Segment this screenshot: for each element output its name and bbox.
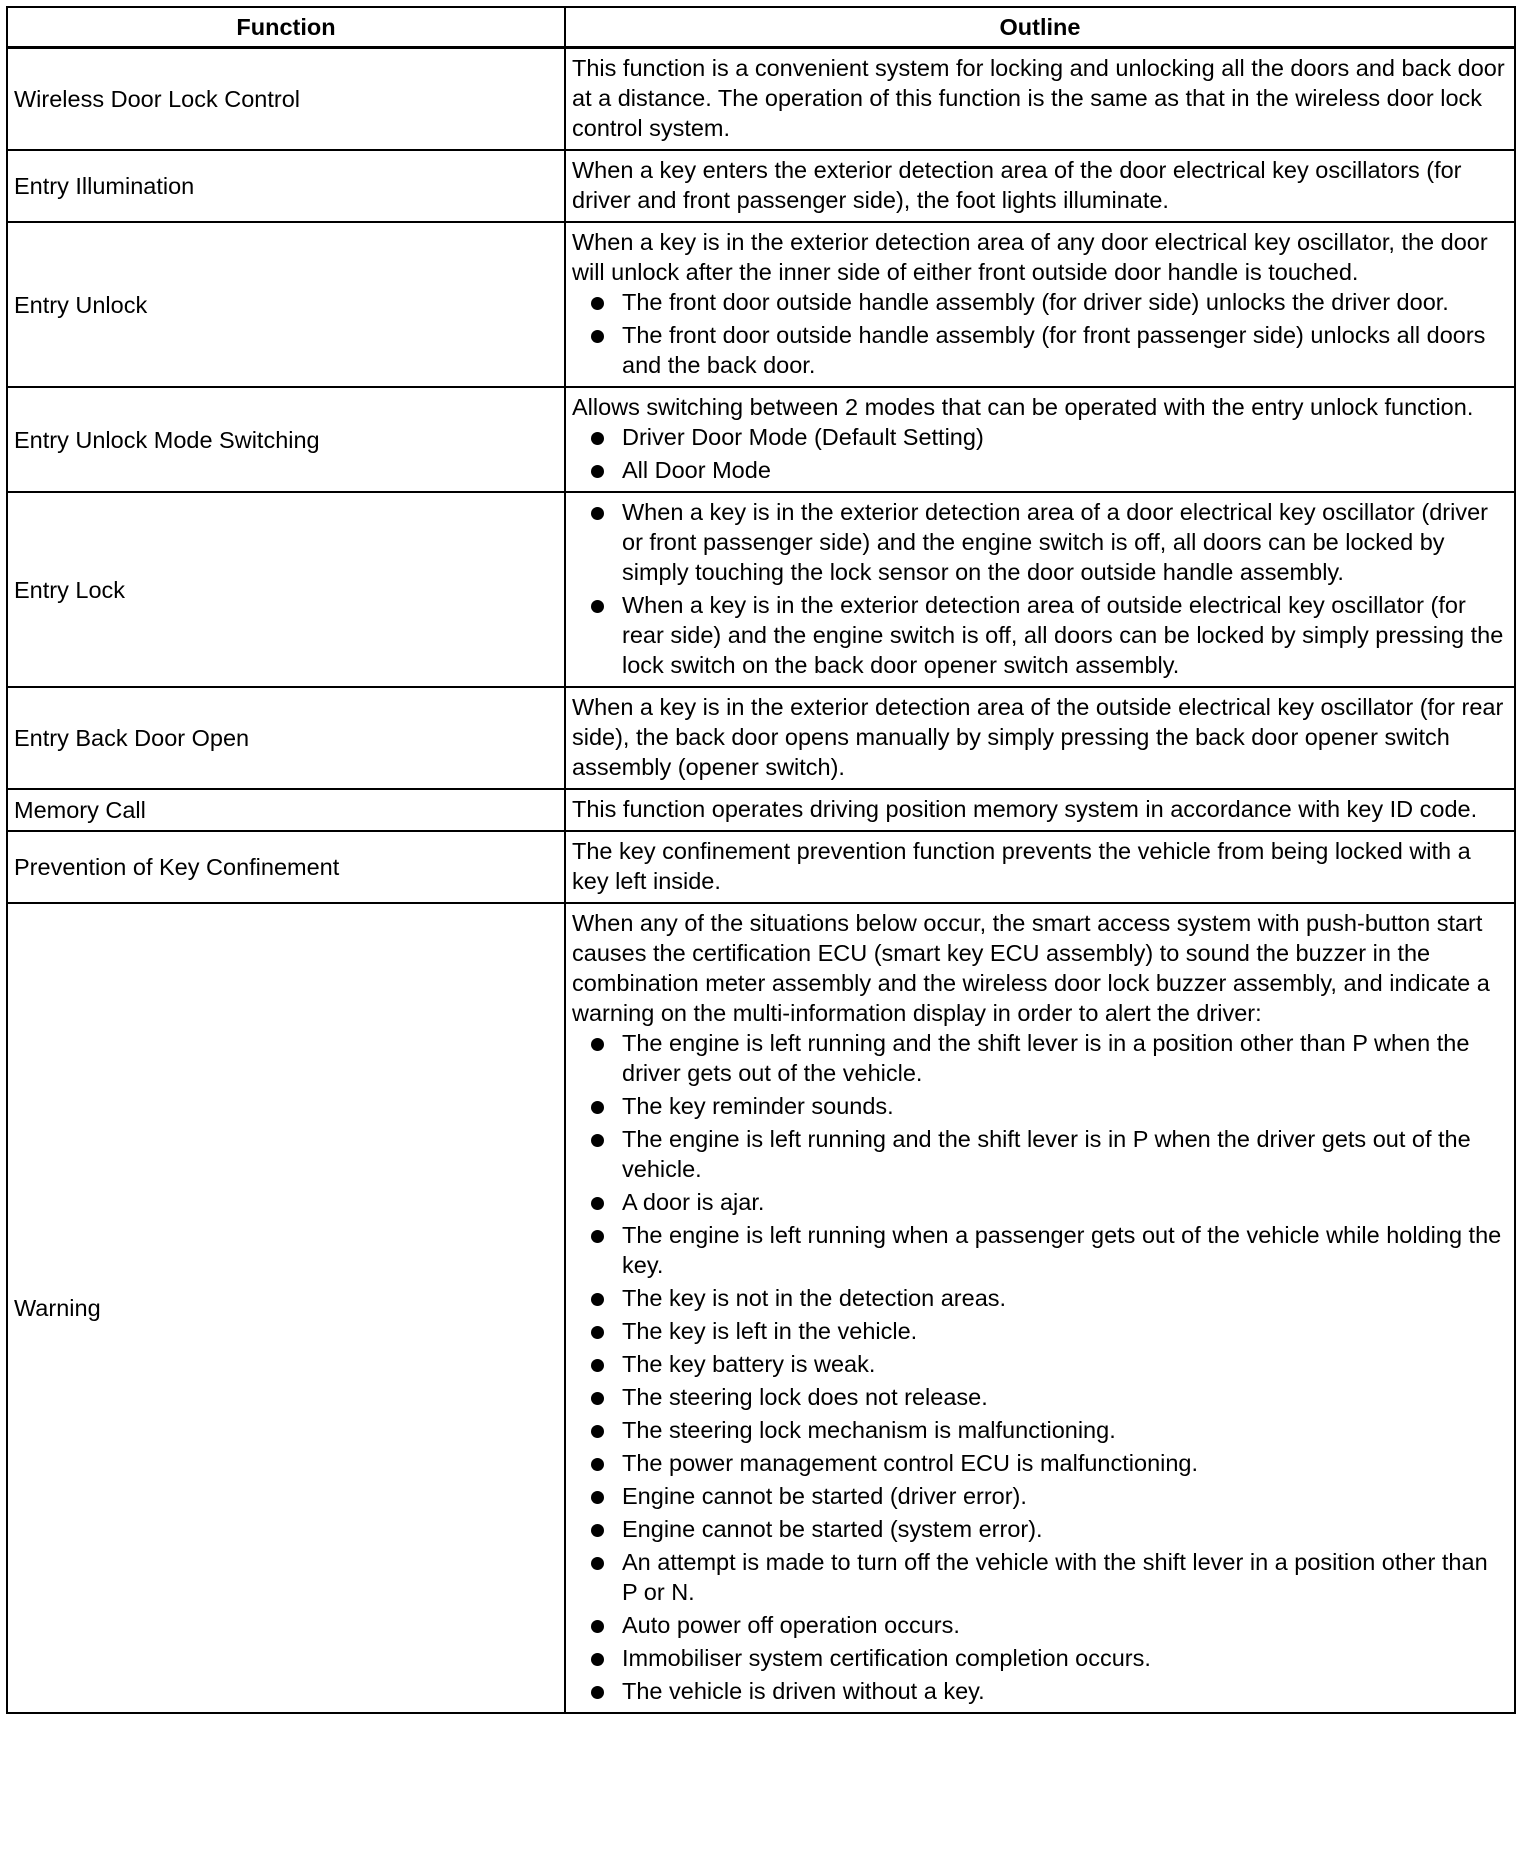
- bullet-dot-icon: [591, 465, 604, 478]
- function-name-cell: Entry Unlock: [7, 222, 565, 387]
- bullet-dot-icon: [591, 1101, 604, 1114]
- outline-text: This function operates driving position memory system in accordance with key ID code.: [572, 796, 1478, 822]
- function-outline-table: [6, 6, 1516, 1714]
- list-item-text: The vehicle is driven without a key.: [622, 1678, 985, 1704]
- list-item: [572, 1028, 1508, 1088]
- list-item-text: The engine is left running when a passenger gets out of the vehicle while holding the key.: [622, 1222, 1502, 1278]
- bullet-list: [572, 1028, 1508, 1706]
- bullet-dot-icon: [591, 1425, 604, 1438]
- table-row: [7, 387, 1515, 492]
- bullet-dot-icon: [591, 1134, 604, 1147]
- function-name-cell: Wireless Door Lock Control: [7, 48, 565, 151]
- list-item-text: The key is not in the detection areas.: [622, 1285, 1007, 1311]
- list-item: [572, 1091, 1508, 1121]
- list-item-text: The engine is left running and the shift lever is in a position other than P when the driver gets out of the vehicle.: [622, 1030, 1470, 1086]
- bullet-dot-icon: [591, 330, 604, 343]
- list-item-text: Engine cannot be started (system error).: [622, 1516, 1043, 1542]
- table-row: [7, 150, 1515, 222]
- bullet-dot-icon: [591, 1326, 604, 1339]
- list-item: [572, 1514, 1508, 1544]
- list-item-text: The front door outside handle assembly (for front passenger side) unlocks all doors and the back door.: [622, 322, 1486, 378]
- bullet-list: [572, 422, 1508, 485]
- bullet-dot-icon: [591, 1197, 604, 1210]
- list-item: [572, 497, 1508, 587]
- list-item-text: Driver Door Mode (Default Setting): [622, 424, 984, 450]
- outline-cell: [565, 687, 1515, 789]
- list-item-text: The key reminder sounds.: [622, 1093, 894, 1119]
- outline-cell: [565, 789, 1515, 831]
- list-item: [572, 287, 1508, 317]
- list-item: [572, 1382, 1508, 1412]
- list-item-text: Immobiliser system certification completion occurs.: [622, 1645, 1151, 1671]
- bullet-dot-icon: [591, 1230, 604, 1243]
- outline-cell: [565, 222, 1515, 387]
- bullet-dot-icon: [591, 1620, 604, 1633]
- list-item: [572, 1676, 1508, 1706]
- list-item-text: The steering lock does not release.: [622, 1384, 988, 1410]
- list-item-text: The front door outside handle assembly (for driver side) unlocks the driver door.: [622, 289, 1449, 315]
- function-name-cell: Entry Lock: [7, 492, 565, 687]
- list-item: [572, 1316, 1508, 1346]
- outline-text: When a key is in the exterior detection area of the outside electrical key oscillator (for rear side), the back door opens manually by simply pressing the back door opener switch assembly (opener switch).: [572, 694, 1504, 780]
- list-item-text: Auto power off operation occurs.: [622, 1612, 960, 1638]
- list-item: [572, 1124, 1508, 1184]
- list-item-text: When a key is in the exterior detection area of outside electrical key oscillator (for rear side) and the engine switch is off, all doors can be locked by simply pressing the lock switch on the back door opener switch assembly.: [622, 592, 1504, 678]
- outline-cell: [565, 150, 1515, 222]
- function-name-cell: Entry Unlock Mode Switching: [7, 387, 565, 492]
- list-item: [572, 422, 1508, 452]
- function-name-cell: Entry Back Door Open: [7, 687, 565, 789]
- bullet-dot-icon: [591, 600, 604, 613]
- function-name-cell: Memory Call: [7, 789, 565, 831]
- bullet-dot-icon: [591, 1392, 604, 1405]
- outline-column-header: Outline: [565, 7, 1515, 48]
- list-item: [572, 590, 1508, 680]
- bullet-list: [572, 287, 1508, 380]
- table-row: [7, 789, 1515, 831]
- outline-text: This function is a convenient system for locking and unlocking all the doors and back door at a distance. The operation of this function is the same as that in the wireless door lock control system.: [572, 55, 1505, 141]
- list-item-text: The key battery is weak.: [622, 1351, 876, 1377]
- outline-cell: [565, 492, 1515, 687]
- list-item-text: The engine is left running and the shift lever is in P when the driver gets out of the vehicle.: [622, 1126, 1471, 1182]
- list-item-text: All Door Mode: [622, 457, 771, 483]
- table-row: [7, 687, 1515, 789]
- table-row: [7, 903, 1515, 1713]
- list-item: [572, 1220, 1508, 1280]
- list-item: [572, 1283, 1508, 1313]
- bullet-dot-icon: [591, 1458, 604, 1471]
- list-item-text: An attempt is made to turn off the vehicle with the shift lever in a position other than P or N.: [622, 1549, 1488, 1605]
- outline-cell: [565, 48, 1515, 151]
- bullet-dot-icon: [591, 297, 604, 310]
- list-item-text: The steering lock mechanism is malfunctioning.: [622, 1417, 1116, 1443]
- bullet-dot-icon: [591, 1524, 604, 1537]
- table-row: [7, 48, 1515, 151]
- outline-cell: [565, 831, 1515, 903]
- bullet-dot-icon: [591, 1359, 604, 1372]
- list-item: [572, 1643, 1508, 1673]
- outline-text: When a key is in the exterior detection area of any door electrical key oscillator, the door will unlock after the inner side of either front outside door handle is touched.: [572, 229, 1488, 285]
- bullet-list: [572, 497, 1508, 680]
- list-item-text: A door is ajar.: [622, 1189, 765, 1215]
- table-body: [7, 48, 1515, 1714]
- list-item: [572, 1481, 1508, 1511]
- list-item: [572, 1610, 1508, 1640]
- list-item: [572, 1415, 1508, 1445]
- bullet-dot-icon: [591, 1491, 604, 1504]
- list-item-text: The key is left in the vehicle.: [622, 1318, 918, 1344]
- outline-cell: [565, 903, 1515, 1713]
- outline-text: When a key enters the exterior detection area of the door electrical key oscillators (for driver and front passenger side), the foot lights illuminate.: [572, 157, 1462, 213]
- bullet-dot-icon: [591, 1653, 604, 1666]
- list-item: [572, 455, 1508, 485]
- table-row: [7, 492, 1515, 687]
- list-item-text: When a key is in the exterior detection area of a door electrical key oscillator (driver or front passenger side) and the engine switch is off, all doors can be locked by simply touching the lock sensor on the door outside handle assembly.: [622, 499, 1488, 585]
- table-row: [7, 831, 1515, 903]
- bullet-dot-icon: [591, 1557, 604, 1570]
- list-item: [572, 1448, 1508, 1478]
- list-item-text: The power management control ECU is malfunctioning.: [622, 1450, 1199, 1476]
- table-row: [7, 222, 1515, 387]
- bullet-dot-icon: [591, 432, 604, 445]
- header-row: [7, 7, 1515, 48]
- bullet-dot-icon: [591, 1686, 604, 1699]
- bullet-dot-icon: [591, 1293, 604, 1306]
- bullet-dot-icon: [591, 1038, 604, 1051]
- bullet-dot-icon: [591, 507, 604, 520]
- list-item: [572, 1547, 1508, 1607]
- function-name-cell: Prevention of Key Confinement: [7, 831, 565, 903]
- function-name-cell: Entry Illumination: [7, 150, 565, 222]
- list-item: [572, 1349, 1508, 1379]
- outline-text: When any of the situations below occur, the smart access system with push-button start causes the certification ECU (smart key ECU assembly) to sound the buzzer in the combination meter assembly and the wireless door lock buzzer assembly, and indicate a warning on the multi-information display in order to alert the driver:: [572, 910, 1490, 1026]
- list-item: [572, 1187, 1508, 1217]
- outline-text: The key confinement prevention function prevents the vehicle from being locked with a key left inside.: [572, 838, 1471, 894]
- function-name-cell: Warning: [7, 903, 565, 1713]
- outline-cell: [565, 387, 1515, 492]
- list-item-text: Engine cannot be started (driver error).: [622, 1483, 1027, 1509]
- function-column-header: Function: [7, 7, 565, 48]
- list-item: [572, 320, 1508, 380]
- outline-text: Allows switching between 2 modes that can be operated with the entry unlock function.: [572, 394, 1474, 420]
